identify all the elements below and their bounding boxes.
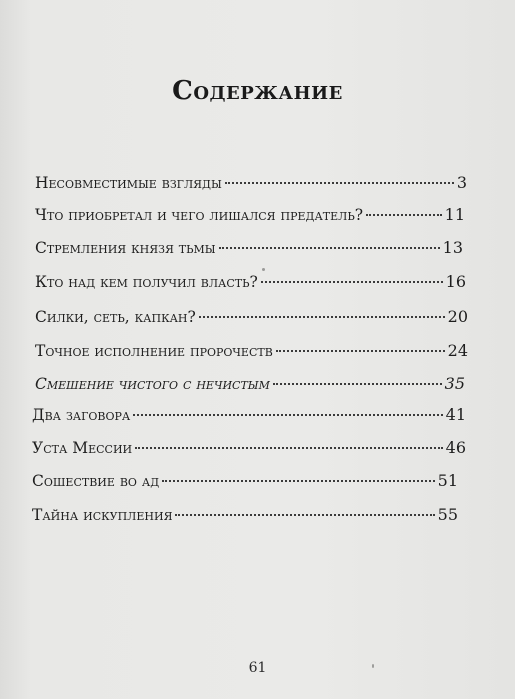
toc-entry xyxy=(35,341,468,363)
paper-speck xyxy=(262,268,265,271)
page-title: Содержание xyxy=(172,76,343,106)
leader-dots xyxy=(162,480,434,482)
leader-dots xyxy=(135,447,443,449)
leader-dots xyxy=(225,182,454,184)
toc-entry-page: 46 xyxy=(445,438,466,457)
toc-entry-page: 24 xyxy=(447,341,468,360)
toc-entry xyxy=(32,438,466,460)
leader-dots xyxy=(276,350,445,352)
toc-entry xyxy=(35,374,465,396)
paper-speck xyxy=(372,664,374,668)
toc-entry xyxy=(32,471,458,493)
toc-entry-page: 51 xyxy=(437,471,458,490)
toc-entry-label: Силки, сеть, капкан? xyxy=(35,308,196,326)
toc-entry xyxy=(35,307,468,329)
toc-entry-page: 13 xyxy=(442,238,463,257)
leader-dots xyxy=(133,414,442,416)
toc-entry-page: 16 xyxy=(445,272,466,291)
toc-entry-page: 55 xyxy=(437,505,458,524)
leader-dots xyxy=(199,316,445,318)
leader-dots xyxy=(366,214,442,216)
toc-entry-label: Уста Мессии xyxy=(32,439,133,457)
toc-entry-label: Два заговора xyxy=(32,406,131,424)
toc-entry xyxy=(35,238,463,260)
toc-entry-label: Тайна искупления xyxy=(32,506,173,524)
toc-entry-label: Несовместимые взгляды xyxy=(35,174,222,192)
toc-entry-page: 20 xyxy=(447,307,468,326)
toc-entry xyxy=(35,205,465,227)
toc-entry xyxy=(35,272,466,294)
page-number: 61 xyxy=(248,660,267,676)
toc-entry-label: Что приобретал и чего лишался предатель? xyxy=(35,206,364,224)
toc-entry-label: Сошествие во ад xyxy=(32,472,160,490)
toc-entry xyxy=(32,405,466,427)
toc-entry-label: Точное исполнение пророчеств xyxy=(35,342,273,360)
leader-dots xyxy=(175,514,434,516)
toc-entry xyxy=(35,173,467,195)
toc-entry-label: Стремления князя тьмы xyxy=(35,239,216,257)
toc-entry-page: 3 xyxy=(456,173,467,192)
toc-entry-page: 41 xyxy=(445,405,466,424)
toc-entry-page: 35 xyxy=(444,374,465,393)
toc-entry-label: Смешение чистого с нечистым xyxy=(35,375,270,393)
toc-entry xyxy=(32,505,458,527)
toc-entry-label: Кто над кем получил власть? xyxy=(35,273,258,291)
toc-entry-page: 11 xyxy=(444,205,465,224)
leader-dots xyxy=(261,281,443,283)
leader-dots xyxy=(273,383,442,385)
leader-dots xyxy=(219,247,440,249)
